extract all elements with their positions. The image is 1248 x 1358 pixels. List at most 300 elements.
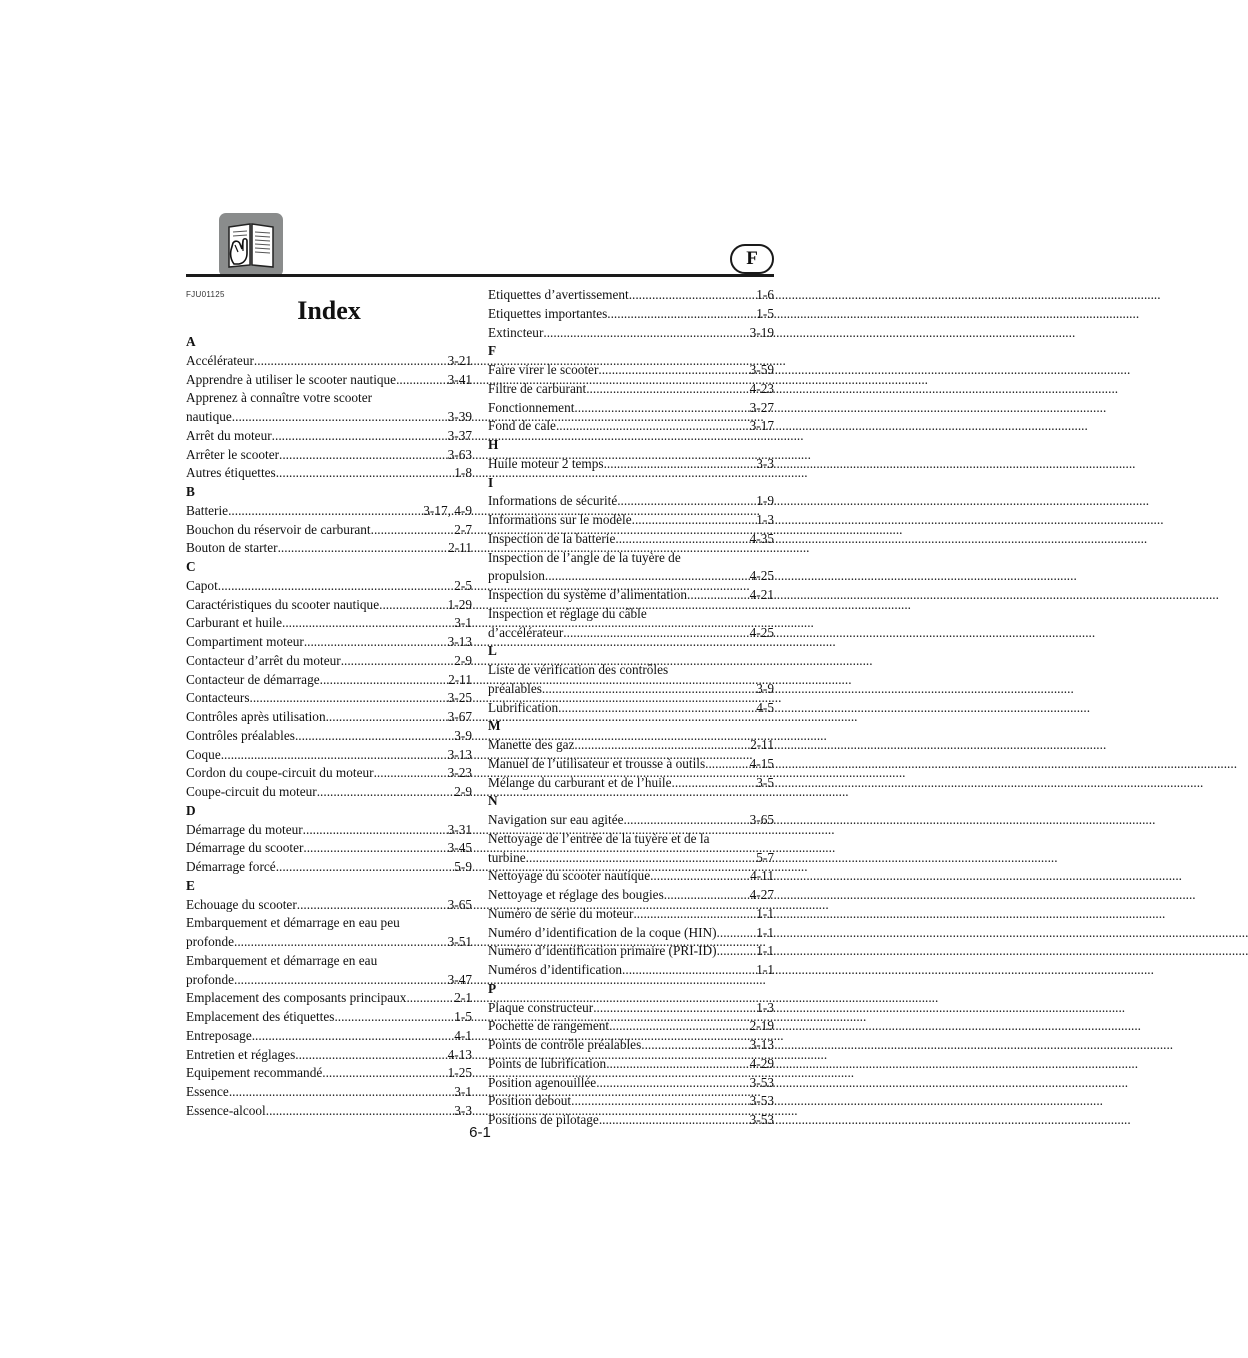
index-entry-page: 3-3 — [756, 455, 774, 471]
dot-leader — [266, 1102, 455, 1121]
index-entry — [488, 999, 774, 1018]
page-number: 6-1 — [469, 1124, 491, 1141]
page-title: Index — [297, 296, 361, 325]
index-entry — [186, 764, 472, 783]
index-entry-page: 4-27 — [749, 887, 774, 902]
index-entry — [186, 464, 472, 483]
dot-leader — [221, 746, 448, 765]
index-entry-text: d’accélérateur — [488, 624, 564, 640]
dot-leader — [571, 1092, 750, 1111]
index-entry-text: Démarrage du scooter — [186, 840, 304, 856]
index-entry — [488, 492, 774, 511]
index-entry-text: Démarrage du moteur — [186, 821, 303, 837]
index-entry-text: Manuel de l’utilisateur et trousse à outils — [488, 755, 706, 771]
dot-leader — [664, 886, 750, 905]
index-entry — [186, 652, 472, 671]
index-entry-page: 2-7 — [454, 521, 472, 537]
dot-leader — [717, 924, 757, 943]
index-entry — [186, 1008, 472, 1027]
index-entry — [488, 905, 774, 924]
index-letter-heading: L — [488, 643, 497, 659]
index-entry-page: 2-9 — [454, 784, 472, 799]
index-entry — [186, 1046, 472, 1065]
index-entry — [186, 839, 472, 858]
index-entry — [488, 680, 774, 699]
dot-leader — [598, 361, 749, 380]
index-entry — [488, 417, 774, 436]
index-entry-page: 1-3 — [756, 512, 774, 527]
index-entry — [186, 352, 472, 371]
dot-leader — [234, 933, 448, 952]
dot-leader — [717, 942, 757, 961]
index-entry — [488, 1036, 774, 1055]
index-entry — [186, 933, 472, 952]
index-entry — [488, 286, 774, 305]
index-entry-text: Contacteur d’arrêt du moteur — [186, 652, 341, 668]
index-entry-page: 2-11 — [750, 737, 774, 752]
index-entry-page: 1-1 — [756, 924, 774, 940]
manual-book-hand-icon — [219, 213, 283, 277]
index-entry-page: 3-63 — [447, 446, 472, 462]
index-entry — [488, 1111, 774, 1130]
index-letter-heading: N — [488, 793, 498, 809]
dot-leader — [297, 896, 448, 915]
index-entry-page: 3-17 — [749, 418, 774, 434]
dot-leader — [232, 408, 448, 427]
index-entry-page: 1-1 — [756, 905, 774, 921]
dot-leader — [295, 1046, 447, 1065]
dot-leader — [334, 1008, 454, 1027]
index-entry — [488, 736, 774, 755]
index-entry-line: Embarquement et démarrage en eau — [186, 952, 378, 968]
index-entry-text: Capot — [186, 577, 218, 593]
dot-leader — [599, 1111, 750, 1130]
index-entry — [488, 1055, 774, 1074]
index-entry-page: 5-9 — [454, 859, 472, 874]
dot-leader — [593, 999, 756, 1018]
dot-leader — [633, 905, 756, 924]
index-entry-text: Fond de cale — [488, 418, 556, 434]
index-entry-page: 3-65 — [447, 896, 472, 912]
index-entry-text: Position agenouillée — [488, 1074, 597, 1090]
dot-leader — [543, 324, 749, 343]
dot-leader — [282, 614, 454, 633]
index-entry-text: Inspection de la batterie — [488, 530, 616, 546]
index-entry-page: 5-7 — [756, 849, 774, 865]
index-entry-text: Entreposage — [186, 1027, 252, 1043]
dot-leader — [545, 567, 750, 586]
dot-leader — [254, 352, 448, 371]
dot-leader — [622, 961, 756, 980]
dot-leader — [586, 380, 749, 399]
index-letter-heading: F — [488, 343, 497, 359]
index-entry-text: Faire virer le scooter — [488, 362, 599, 377]
index-entry-page: 3-13 — [447, 746, 472, 762]
index-entry — [488, 511, 774, 530]
index-entry — [186, 671, 472, 690]
index-entry-page: 3-51 — [447, 934, 472, 949]
index-entry-page: 3-67 — [447, 709, 472, 724]
index-entry-text: Pochette de rangement — [488, 1018, 610, 1034]
index-entry — [488, 567, 774, 586]
dot-leader — [629, 286, 757, 305]
index-entry — [186, 708, 472, 727]
dot-leader — [322, 1064, 447, 1083]
index-entry-text: Apprendre à utiliser le scooter nautique — [186, 371, 397, 387]
index-entry-text: Mélange du carburant et de l’huile — [488, 774, 672, 790]
index-entry-text: Filtre de carburant — [488, 380, 587, 396]
index-entry-page: 1-6 — [756, 287, 774, 302]
index-letter-heading: M — [488, 718, 501, 734]
index-entry — [488, 1074, 774, 1093]
index-entry-page: 3-45 — [447, 840, 472, 856]
index-entry — [186, 971, 472, 990]
index-entry — [186, 821, 472, 840]
index-entry-text: profonde — [186, 971, 234, 987]
index-entry-text: Entretien et réglages — [186, 1046, 296, 1062]
index-entry-text: Emplacement des étiquettes — [186, 1009, 335, 1024]
dot-leader — [672, 774, 757, 793]
index-entry-text: Coupe-circuit du moteur — [186, 784, 317, 799]
index-letter-heading: C — [186, 559, 196, 574]
dot-leader — [396, 371, 448, 390]
dot-leader — [279, 446, 448, 465]
dot-leader — [278, 539, 449, 558]
dot-leader — [687, 586, 750, 605]
index-entry — [488, 924, 774, 943]
index-entry-page: 3-31 — [447, 821, 472, 837]
index-entry-page: 1-1 — [756, 962, 774, 977]
index-entry-text: profonde — [186, 934, 234, 949]
manual-book-hand-icon-graphic — [225, 219, 277, 271]
index-entry-page: 3-53 — [749, 1093, 774, 1109]
index-entry-text: Contrôles préalables — [186, 727, 295, 743]
index-entry-text: Points de contrôle préalables — [488, 1037, 642, 1052]
index-entry-line: Embarquement et démarrage en eau peu — [186, 915, 400, 931]
dot-leader — [563, 624, 749, 643]
index-entry-page: 2-5 — [454, 577, 472, 593]
dot-leader — [371, 521, 455, 540]
dot-leader — [624, 811, 750, 830]
index-entry-text: Navigation sur eau agitée — [488, 812, 624, 827]
index-entry-page: 3-1 — [454, 1084, 472, 1099]
index-entry-page: 3-25 — [447, 690, 472, 706]
index-entry-page: 3-41 — [447, 371, 472, 387]
index-entry — [186, 727, 472, 746]
index-entry — [186, 896, 472, 915]
index-entry-text: propulsion — [488, 568, 545, 584]
dot-leader — [574, 736, 750, 755]
index-entry — [488, 811, 774, 830]
index-entry-text: Fonctionnement — [488, 399, 575, 415]
index-entry — [186, 858, 472, 877]
index-letter-heading: I — [488, 474, 494, 490]
index-entry-text: Informations de sécurité — [488, 493, 618, 509]
index-entry-text: Contacteurs — [186, 690, 250, 706]
header-rule — [186, 274, 774, 277]
index-entry-page: 4-11 — [750, 868, 774, 884]
index-entry-page: 3-21 — [447, 352, 472, 368]
index-entry — [488, 942, 774, 961]
index-letter-heading: P — [488, 980, 497, 996]
index-entry-text: Etiquettes d’avertissement — [488, 287, 629, 302]
index-entry-text: Echouage du scooter — [186, 896, 297, 912]
index-entry-page: 4-23 — [749, 380, 774, 396]
index-entry-text: Huile moteur 2 temps — [488, 455, 604, 471]
index-entry-page: 3-65 — [749, 812, 774, 827]
dot-leader — [596, 1074, 749, 1093]
index-entry-page: 3-9 — [756, 680, 774, 696]
index-entry-page: 1-3 — [756, 999, 774, 1015]
index-entry-page: 1-9 — [756, 493, 774, 509]
dot-leader — [556, 417, 750, 436]
dot-leader — [320, 671, 448, 690]
dot-leader — [303, 839, 447, 858]
index-entry — [488, 455, 774, 474]
index-entry — [186, 614, 472, 633]
dot-leader — [250, 689, 448, 708]
dot-leader — [341, 652, 455, 671]
index-entry-page: 3-13 — [447, 634, 472, 649]
index-entry-text: Numéros d’identification — [488, 962, 623, 977]
index-entry — [186, 371, 472, 390]
index-entry — [186, 633, 472, 652]
index-entry-line: Inspection de l’angle de la tuyère de — [488, 549, 681, 565]
index-entry — [186, 1027, 472, 1046]
dot-leader — [606, 1055, 749, 1074]
index-entry — [186, 989, 472, 1008]
index-entry-text: Inspection du système d’alimentation — [488, 587, 688, 602]
dot-leader — [252, 1027, 455, 1046]
index-entry — [186, 446, 472, 465]
index-entry — [488, 961, 774, 980]
index-entry-text: Position debout — [488, 1093, 572, 1109]
index-entry — [488, 324, 774, 343]
index-entry — [488, 305, 774, 324]
index-entry-page: 4-13 — [447, 1046, 472, 1062]
index-entry-page: 3-5 — [756, 774, 774, 790]
index-entry-page: 3-3 — [454, 1102, 472, 1118]
index-entry-page: 3-1 — [454, 615, 472, 631]
index-entry — [488, 867, 774, 886]
index-entry — [186, 783, 472, 802]
index-entry-line: Nettoyage de l’entrée de la tuyère et de la — [488, 830, 710, 846]
index-entry — [186, 427, 472, 446]
index-entry-page: 4-21 — [749, 587, 774, 602]
index-entry-text: Contrôles après utilisation — [186, 709, 326, 724]
dot-leader — [234, 971, 448, 990]
index-entry-page: 3-59 — [749, 362, 774, 377]
document-code: FJU01125 — [186, 290, 225, 299]
dot-leader — [218, 577, 455, 596]
index-entry-page: 2-1 — [454, 990, 472, 1006]
dot-leader — [607, 305, 756, 324]
index-entry-page: 3-39 — [447, 409, 472, 424]
index-entry-page: 3-19 — [749, 324, 774, 340]
index-entry — [488, 586, 774, 605]
index-entry — [488, 380, 774, 399]
index-entry — [186, 689, 472, 708]
index-entry — [186, 1083, 472, 1102]
dot-leader — [295, 727, 454, 746]
index-entry-text: Equipement recommandé — [186, 1065, 323, 1081]
index-entry-page: 1-5 — [756, 305, 774, 321]
index-entry — [488, 886, 774, 905]
index-entry-text: Informations sur le modèle — [488, 512, 632, 527]
index-entry-text: Cordon du coupe-circuit du moteur — [186, 765, 374, 781]
index-entry-text: Lubrification — [488, 699, 559, 715]
index-entry-text: turbine — [488, 849, 526, 865]
index-letter-heading: E — [186, 877, 195, 893]
index-entry-text: Bouton de starter — [186, 540, 278, 556]
index-letter-heading: B — [186, 484, 195, 499]
dot-leader — [229, 1083, 454, 1102]
index-entry — [186, 521, 472, 540]
index-entry-text: Arrêt du moteur — [186, 427, 272, 443]
index-entry-page: 3-9 — [454, 727, 472, 743]
index-letter-heading: D — [186, 802, 196, 818]
index-entry-page: 1-1 — [756, 943, 774, 959]
dot-leader — [304, 633, 448, 652]
index-entry-text: Nettoyage du scooter nautique — [488, 868, 651, 884]
index-entry-page: 4-29 — [749, 1055, 774, 1071]
dot-leader — [228, 502, 423, 521]
index-entry — [488, 530, 774, 549]
index-entry-page: 4-15 — [749, 755, 774, 771]
index-entry — [488, 399, 774, 418]
dot-leader — [632, 511, 757, 530]
index-entry — [186, 539, 472, 558]
dot-leader — [326, 708, 448, 727]
index-entry-text: Carburant et huile — [186, 615, 282, 631]
index-entry — [186, 1064, 472, 1083]
index-entry — [488, 699, 774, 718]
index-entry-text: Extincteur — [488, 324, 544, 340]
dot-leader — [374, 764, 448, 783]
index-entry-text: Manette des gaz — [488, 737, 575, 752]
index-entry-text: Batterie — [186, 502, 229, 518]
index-entry-text: Accélérateur — [186, 352, 254, 368]
dot-leader — [406, 989, 454, 1008]
index-entry-text: Autres étiquettes — [186, 465, 276, 481]
dot-leader — [303, 821, 448, 840]
dot-leader — [574, 399, 749, 418]
index-entry — [488, 624, 774, 643]
dot-leader — [705, 755, 749, 774]
dot-leader — [379, 596, 448, 615]
index-entry-page: 3-23 — [447, 765, 472, 781]
index-entry-text: Numéro d’identification de la coque (HIN) — [488, 924, 717, 940]
index-right-column — [488, 286, 774, 1130]
index-entry-page: 3-13 — [749, 1037, 774, 1052]
dot-leader — [609, 1017, 750, 1036]
index-entry-text: Nettoyage et réglage des bougies — [488, 887, 664, 902]
index-entry-text: Essence-alcool — [186, 1102, 266, 1118]
index-entry-page: 2-19 — [749, 1018, 774, 1034]
index-letter-heading: H — [488, 437, 499, 452]
index-entry-page: 1-8 — [454, 465, 472, 481]
dot-leader — [641, 1036, 749, 1055]
index-entry-page: 3-17, 4-9 — [423, 502, 472, 518]
index-entry — [186, 746, 472, 765]
index-entry — [186, 577, 472, 596]
dot-leader — [558, 699, 756, 718]
index-entry — [186, 408, 472, 427]
index-entry-page: 2-9 — [454, 652, 472, 668]
index-entry — [488, 849, 774, 868]
dot-leader — [615, 530, 749, 549]
index-entry-page: 4-35 — [749, 530, 774, 546]
index-entry-text: Plaque constructeur — [488, 999, 594, 1015]
index-entry-page: 4-1 — [454, 1027, 472, 1043]
index-entry-page: 3-47 — [447, 971, 472, 987]
index-entry — [186, 596, 472, 615]
index-entry-line: Inspection et réglage du câble — [488, 605, 647, 621]
index-entry-page: 2-11 — [448, 540, 472, 556]
index-entry-page: 4-25 — [749, 624, 774, 640]
index-entry-line: Apprenez à connaître votre scooter — [186, 390, 373, 406]
index-entry-page: 3-37 — [447, 427, 472, 443]
dot-leader — [542, 680, 756, 699]
index-entry-page: 4-25 — [749, 568, 774, 584]
index-entry-text: nautique — [186, 409, 232, 424]
dot-leader — [526, 849, 757, 868]
dot-leader — [276, 858, 455, 877]
index-entry-text: Etiquettes importantes — [488, 305, 608, 321]
index-entry-page: 3-53 — [749, 1112, 774, 1127]
index-entry — [488, 1092, 774, 1111]
index-entry-text: Coque — [186, 746, 221, 762]
dot-leader — [276, 464, 455, 483]
language-badge: F — [730, 244, 774, 274]
index-entry — [186, 1102, 472, 1121]
index-entry-page: 2-11 — [448, 671, 472, 687]
index-entry — [488, 755, 774, 774]
dot-leader — [604, 455, 757, 474]
index-entry-text: Arrêter le scooter — [186, 446, 280, 462]
index-entry — [186, 502, 472, 521]
index-entry-page: 3-27 — [749, 399, 774, 415]
index-entry-text: Caractéristiques du scooter nautique — [186, 596, 380, 612]
dot-leader — [650, 867, 750, 886]
index-entry — [488, 774, 774, 793]
index-entry-text: Essence — [186, 1084, 229, 1099]
index-entry-page: 3-53 — [749, 1074, 774, 1090]
dot-leader — [317, 783, 455, 802]
index-entry-text: Bouchon du réservoir de carburant — [186, 521, 371, 537]
index-entry-line: Liste de vérification des contrôles — [488, 662, 669, 677]
index-entry-page: 4-5 — [756, 699, 774, 715]
index-entry-text: Positions de pilotage — [488, 1112, 599, 1127]
index-entry-text: Numéro de série du moteur — [488, 905, 634, 921]
index-entry-text: Numéro d’identification primaire (PRI-ID) — [488, 943, 717, 959]
index-entry-text: Emplacement des composants principaux — [186, 990, 407, 1006]
index-entry-text: Compartiment moteur — [186, 634, 304, 649]
index-entry-page: 1-25 — [447, 1065, 472, 1081]
index-entry — [488, 361, 774, 380]
index-entry-text: Points de lubrification — [488, 1055, 607, 1071]
dot-leader — [272, 427, 448, 446]
index-letter-heading: A — [186, 334, 196, 349]
index-entry-text: Démarrage forcé — [186, 859, 276, 874]
index-entry-page: 1-5 — [454, 1009, 472, 1024]
index-entry-text: préalables — [488, 680, 542, 696]
index-entry-page: 1-29 — [447, 596, 472, 612]
index-left-column — [186, 333, 472, 1121]
index-entry-text: Contacteur de démarrage — [186, 671, 320, 687]
index-entry — [488, 1017, 774, 1036]
dot-leader — [617, 492, 756, 511]
